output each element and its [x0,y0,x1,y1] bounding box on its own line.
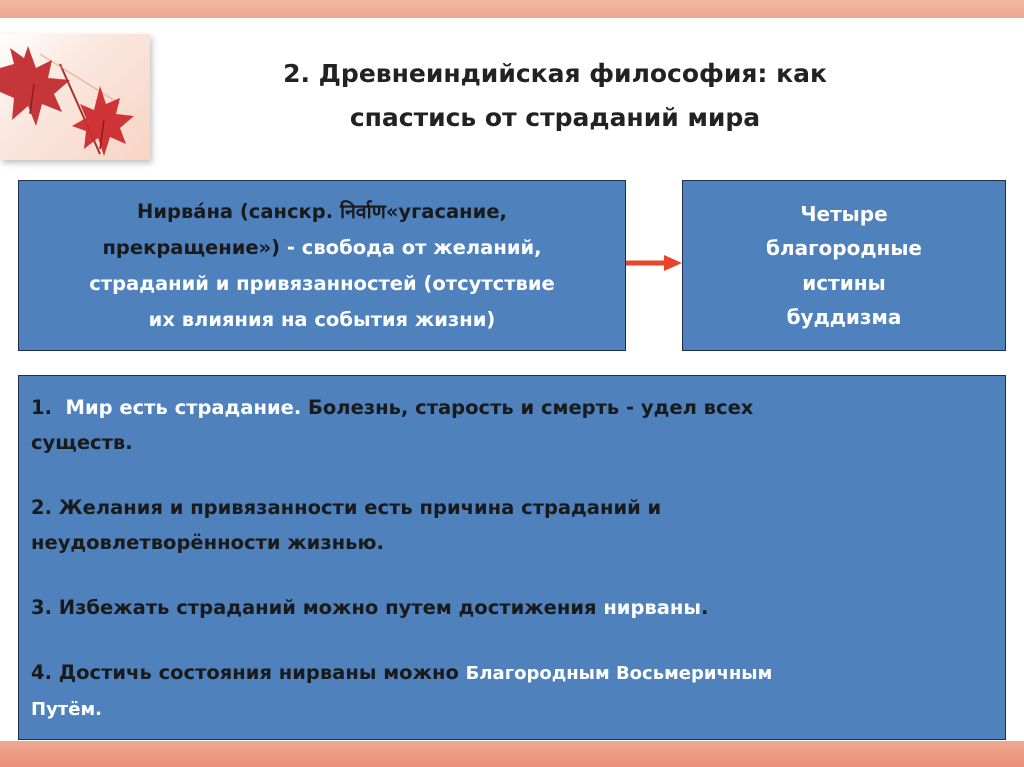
truth-3-dot: . [701,596,709,619]
truth-number-3: 3. [31,596,52,619]
nirvana-meaning-line3: страданий и привязанностей (отсутствие [89,271,555,295]
slide-title [170,52,940,140]
maple-leaf-small [72,86,134,156]
nirvana-definition-box [18,180,626,351]
nirvana-translation: «угасание, [385,199,507,223]
title-line-1: 2. Древнеиндийская философия: как [283,59,827,88]
truths-heading-line1: Четыре [800,201,888,226]
nirvana-sanskrit: निर्वाण [339,199,386,223]
truth-1-rest: Болезнь, старость и смерть - удел всех [301,396,754,419]
maple-leaves-decoration [0,34,150,160]
nirvana-meaning-start: - свобода от желаний, [280,235,542,259]
four-noble-truths-heading [766,197,922,335]
top-decorative-stripe [0,0,1024,18]
truth-1-lead: Мир есть страдание. [51,396,302,419]
four-noble-truths-box [682,180,1006,351]
maple-leaf-large [0,46,70,126]
truth-number-4: 4. [31,661,52,684]
truth-item-1 [31,390,991,460]
truth-item-3 [31,590,991,625]
truth-3-text: Избежать страданий можно путем достижения [51,596,604,619]
truth-4-end: Путём. [31,699,102,720]
nirvana-meaning-line4: их влияния на события жизни) [148,307,496,331]
bottom-decorative-stripe [0,741,1024,767]
truth-4-text: Достичь состояния нирваны можно [51,661,466,684]
truth-3-highlight: нирваны [603,596,702,619]
truths-heading-line2: благородные [766,236,922,260]
maple-leaf-icon [0,34,150,160]
truth-1-end: существ. [31,431,133,454]
truth-4-highlight: Благородным Восьмеричным [465,663,773,684]
nirvana-translation-end: прекращение») [102,235,281,259]
truth-item-4 [31,655,991,727]
nirvana-term: Нирва́на (санскр. [137,199,340,223]
truth-number-2: 2. [31,496,52,519]
nirvana-definition-text [89,194,555,338]
noble-truths-list [18,375,1006,740]
truths-heading-line3: истины [802,270,886,295]
title-line-2: спастись от страданий мира [349,103,761,132]
truth-2-lead: Желания и привязанности есть причина страданий и [51,496,662,519]
truth-item-2 [31,490,991,560]
truth-2-end: неудовлетворённости жизнью. [31,531,384,554]
truths-heading-line4: буддизма [786,305,902,329]
truth-number-1: 1. [31,396,52,419]
arrow-right-icon [626,254,682,272]
